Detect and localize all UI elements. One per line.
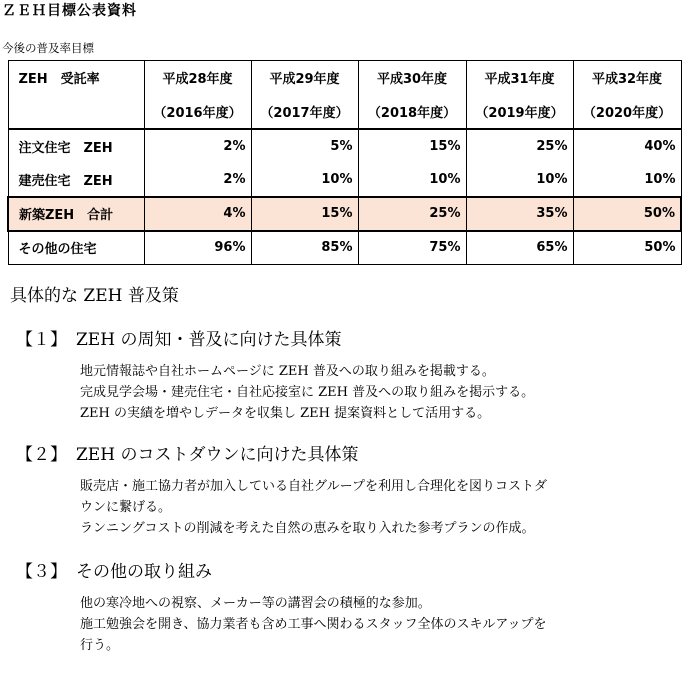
body-line: ZEH の実績を増やしデータを収集し ZEH 提案資料として活用する。	[80, 406, 491, 421]
rate-cell: 25%	[358, 197, 466, 231]
table-corner-blank	[8, 95, 144, 129]
table-row-spec-home-zeh	[8, 163, 681, 197]
table-row-custom-home-zeh	[8, 129, 681, 163]
rate-cell: 50%	[573, 197, 681, 231]
rate-cell: 5%	[251, 129, 358, 163]
body-line: 地元情報誌や自社ホームページに ZEH 普及への取り組みを掲載する。	[80, 364, 495, 379]
rate-cell: 15%	[358, 129, 466, 163]
body-line: 施工勉強会を開き、協力業者も含め工事へ関わるスタッフ全体のスキルアップを	[80, 617, 547, 632]
section-body-cost-down	[80, 476, 547, 539]
section-heading-cost-down	[16, 440, 358, 465]
rate-cell: 40%	[573, 129, 681, 163]
section-title: ZEH のコストダウンに向けた具体策	[76, 445, 359, 465]
section-title: ZEH の周知・普及に向けた具体策	[76, 330, 342, 350]
section-heading-awareness	[16, 325, 341, 350]
section-heading-other	[16, 557, 212, 582]
column-year: （2016年度）	[144, 95, 251, 129]
row-label: 注文住宅 ZEH	[8, 129, 144, 163]
section-number: 【３】	[16, 562, 67, 582]
table-header-row-era	[8, 61, 681, 95]
rate-cell: 50%	[573, 231, 681, 265]
column-era: 平成31年度	[466, 61, 573, 95]
column-era: 平成29年度	[251, 61, 358, 95]
column-era: 平成28年度	[144, 61, 251, 95]
column-year: （2019年度）	[466, 95, 573, 129]
column-era: 平成30年度	[358, 61, 466, 95]
target-rate-table	[7, 60, 682, 265]
table-row-new-zeh-total	[8, 197, 681, 231]
row-label: その他の住宅	[8, 231, 144, 265]
body-line: ランニングコストの削減を考えた自然の恵みを取り入れた参考プランの作成。	[80, 521, 535, 536]
rate-cell: 10%	[573, 163, 681, 197]
section-number: 【１】	[16, 330, 67, 350]
rate-cell: 35%	[466, 197, 573, 231]
rate-cell: 10%	[251, 163, 358, 197]
rate-cell: 2%	[144, 129, 251, 163]
row-label: 新築ZEH 合計	[8, 197, 144, 231]
column-year: （2017年度）	[251, 95, 358, 129]
column-era: 平成32年度	[573, 61, 681, 95]
rate-cell: 96%	[144, 231, 251, 265]
table-row-other-homes	[8, 231, 681, 265]
rate-cell: 75%	[358, 231, 466, 265]
section-number: 【２】	[16, 445, 67, 465]
rate-cell: 4%	[144, 197, 251, 231]
column-year: （2020年度）	[573, 95, 681, 129]
table-caption: 今後の普及率目標	[2, 41, 94, 55]
body-line: 行う。	[80, 638, 120, 653]
rate-cell: 65%	[466, 231, 573, 265]
table-header-row-year	[8, 95, 681, 129]
body-line: ウンに繋げる。	[80, 500, 172, 515]
section-title: その他の取り組み	[76, 562, 212, 582]
body-line: 他の寒冷地への視察、メーカー等の講習会の積極的な参加。	[80, 596, 431, 611]
document-title: ＺＥＨ目標公表資料	[2, 3, 137, 19]
rate-cell: 25%	[466, 129, 573, 163]
table-corner-label: ZEH 受託率	[8, 61, 144, 95]
body-line: 販売店・施工協力者が加入している自社グループを利用し合理化を図りコストダ	[80, 479, 547, 494]
rate-cell: 10%	[358, 163, 466, 197]
rate-cell: 10%	[466, 163, 573, 197]
column-year: （2018年度）	[358, 95, 466, 129]
section-body-awareness	[80, 361, 534, 424]
row-label: 建売住宅 ZEH	[8, 163, 144, 197]
rate-cell: 85%	[251, 231, 358, 265]
section-body-other	[80, 593, 546, 656]
measures-heading: 具体的な ZEH 普及策	[10, 286, 179, 306]
rate-cell: 2%	[144, 163, 251, 197]
body-line: 完成見学会場・建売住宅・自社応接室に ZEH 普及への取り組みを掲示する。	[80, 385, 535, 400]
rate-cell: 15%	[251, 197, 358, 231]
